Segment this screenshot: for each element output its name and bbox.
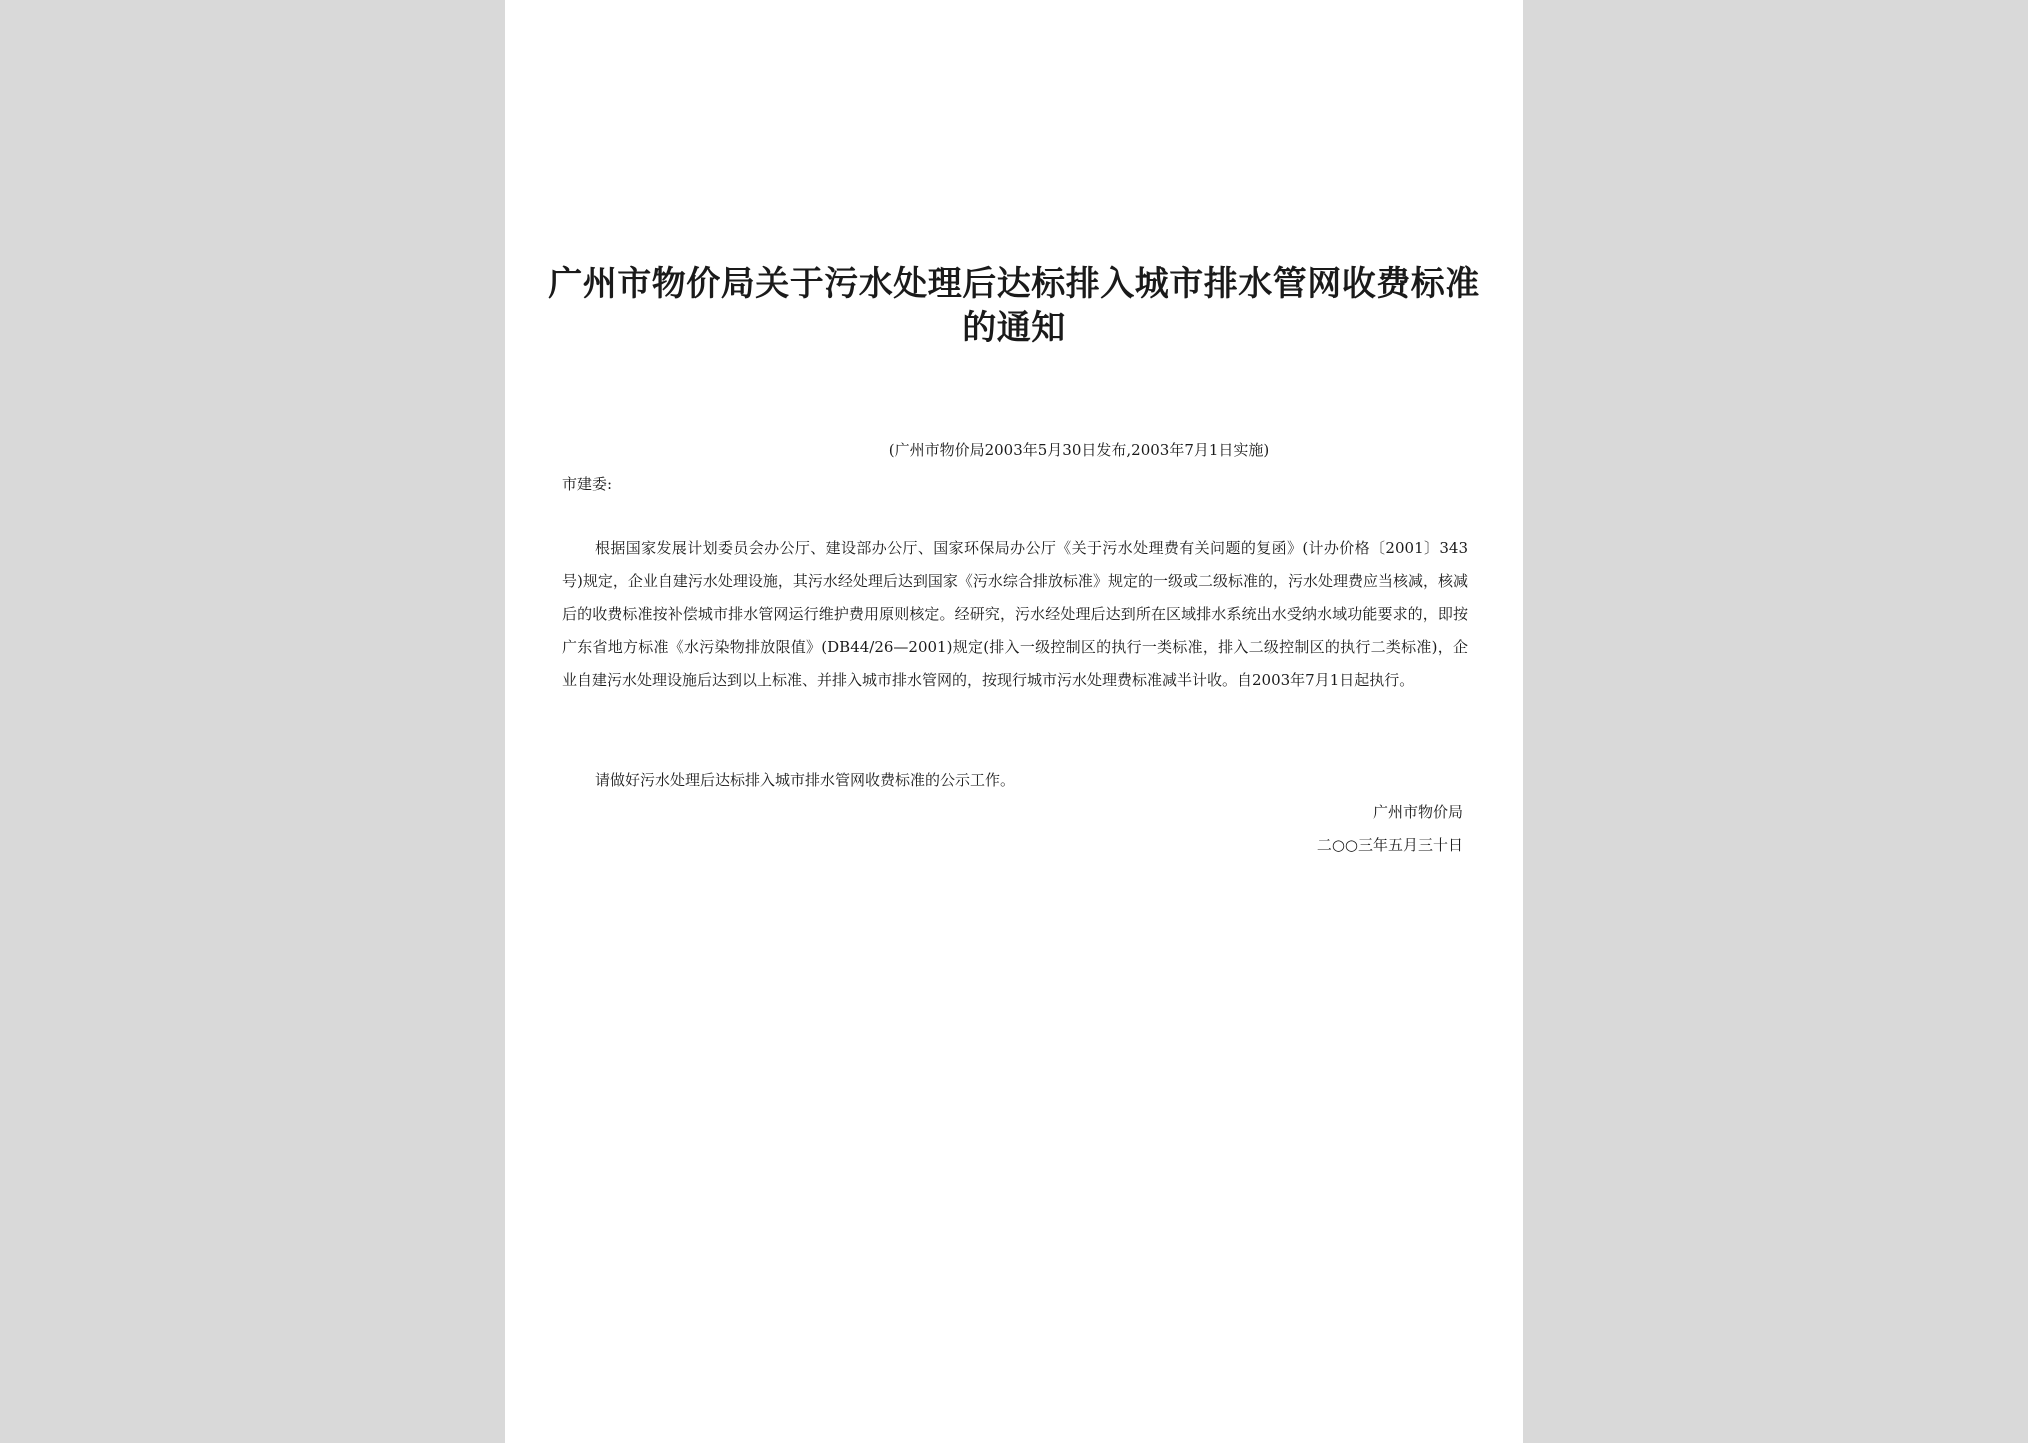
signature-date: 二○○三年五月三十日 <box>1316 836 1463 854</box>
document-page <box>505 0 1523 1443</box>
signature-organization: 广州市物价局 <box>1372 803 1463 821</box>
issue-note: (广州市物价局2003年5月30日发布,2003年7月1日实施) <box>888 441 1270 459</box>
body-paragraph-2: 请做好污水处理后达标排入城市排水管网收费标准的公示工作。 <box>595 771 1016 789</box>
body-paragraph-1: 根据国家发展计划委员会办公厅、建设部办公厅、国家环保局办公厅《关于污水处理费有关问题的复函》(计办价格〔2001〕343号)规定，企业自建污水处理设施，其污水经处理后达到国家《污水综合排放标准》规定的一级或二级标准的，污水处理费应当核减，核减后的收费标准按补偿城市排水管网运行维护费用原则核定。经研究，污水经处理后达到所在区域排水系统出水受纳水域功能要求的，即按广东省地方标准《水污染物排放限值》(DB44/26—2001)规定(排入一级控制区的执行一类标准，排入二级控制区的执行二类标准)，企业自建污水处理设施后达到以上标准、并排入城市排水管网的，按现行城市污水处理费标准减半计收。自2003年7月1日起执行。 <box>562 539 1468 689</box>
document-title: 广州市物价局关于污水处理后达标排入城市排水管网收费标准的通知 <box>548 264 1480 348</box>
addressee: 市建委: <box>562 475 613 493</box>
